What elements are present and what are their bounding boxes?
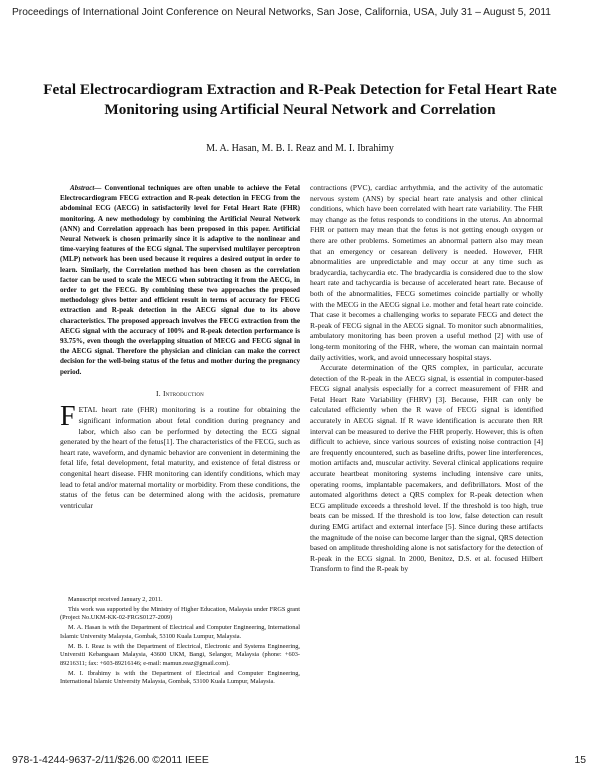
body-paragraph: contractions (PVC), cardiac arrhythmia, and the activity of the automatic nervous system (ANS) by special heart rate analysis and other clinical conditions, which have been correlated with heart rate variability. The FHR may change as the fetus responds to conditions in the uterus. An abnormal FHR or pattern may mean that the fetus is not getting enough oxygen or there are other problems. Sometimes an abnormal pattern also may mean that an emergency or cesarean delivery is needed. However, FHR abnormalities are unpredictable and may occur at any time such as bradycardia, tachycardia etc. The bradycardia is considered due to the slow heart rate and tachycardia is because of accelerated heart rate. Because of both of the abnormalities, FECG sometimes coincide partially or wholly with the MECG in the AECG signal i.e. mother and fetal heart rate coincide. That case it becomes a challenging works to separate FECG and detect the R-peak of FECG signal in the AECG signal. To monitor such abnormalities, ambulatory monitoring has been proven a useful method [2] with use of long-term monitoring of the FHR, where, the woman can maintain normal daily activities, work, and avoid unnecessary hospital stays. [310,183,543,362]
paper-title: Fetal Electrocardiogram Extraction and R-Peak Detection for Fetal Heart Rate Monitoring using Artificial Neural Network and Correlation [43,81,557,118]
footnote: M. I. Ibrahimy is with the Department of Electrical and Computer Engineering, International Islamic University Malaysia, Gombak, 53100 Kuala Lumpur, Malaysia. [60,669,300,686]
body-paragraph: Accurate determination of the QRS complex, in particular, accurate detection of the R-peak in the AECG signal, is essential in computer-based FECG signal analysis especially for a correct measurement of FHR and Fetal Heart Rate Variability (FHRV) [3]. Because, FHR can only be calculated efficiently when the R wave of FECG signal is identified accurately in AECG signal. If R wave identification is accurate then RR interval can be measured to derive the FHR properly. However, this is often difficult to achieve, since various sources of existing noise contraction [4] are frequently encountered, such as baseline drifts, power line interferences, motion artifacts and, muscular activity. Several clinical applications require accurate heartbeat monitoring systems including intensive care units, operating rooms, implantable pacemakers, and defibrillators. Most of the automated algorithms detect a QRS complex for R-peak detection when ECG amplitude exceeds a threshold level. If the threshold is too high, true beats can be missed. If the threshold is too low, false detection can result during EMG artifact and external interface [5]. Since during these artifacts the magnitude of the noise can become larger than the signal, QRS detection based on amplitude thresholding alone is not satisfactory for the detection of R-peak in the ECG signal. In 2000, Benitez, D.S. et al. focused Hilbert Transform to find the R-peak by [310,363,543,574]
right-column [310,183,543,575]
footnote: This work was supported by the Ministry of Higher Education, Malaysia under FRGS grant (Project No.UKM-KK-02-FRGS0127-2009) [60,605,300,622]
section-number: I. [156,388,161,398]
page-number: 15 [574,755,586,766]
abstract-lead: Abstract [70,184,95,192]
author-list: M. A. Hasan, M. B. I. Reaz and M. I. Ibrahimy [206,143,394,154]
footnote: Manuscript received January 2, 2011. [68,596,163,603]
intro-paragraph [60,401,300,511]
copyright-footer: 978-1-4244-9637-2/11/$26.00 ©2011 IEEE [12,755,209,766]
footnote: M. B. I. Reaz is with the Department of Electrical, Electronic and Systems Engineering, Universiti Kebangsaan Malaysia, 43600 UKM, Bangi, Selangor, Malaysia (phone: +603-89216311; fax: +603-89216146; e-mail: mamun.reaz@gmail.com). [60,642,300,667]
running-header: Proceedings of International Joint Conference on Neural Networks, San Jose, California, USA, July 31 – August 5, 2011 [12,7,551,18]
footnote: M. A. Hasan is with the Department of Electrical and Computer Engineering, International Islamic University Malaysia, Gombak, 53100 Kuala Lumpur, Malaysia. [60,624,300,640]
left-column [60,183,300,511]
section-heading-introduction [60,389,300,400]
drop-cap: F [60,401,76,433]
footnotes [60,596,300,688]
abstract-text: — Conventional techniques are often unable to achieve the Fetal Electrocardiogram FECG extraction and R-peak detection in FECG from the abdominal ECG (AECG) in satisfactorily level for Fetal Heart Rate (FHR) monitoring. A new methodology by combining the Artificial Neural Network (ANN) and Correlation approach has been proposed in this paper. Artificial Neural Network is chosen primarily since it is adaptive to the nonlinear and time-varying features of the ECG signal. The supervised multilayer perceptron (MLP) network has been used because it requires a desired output in order to learn. Similarly, the Correlation method has been chosen as the correlation factor can be used to scale the MECG when subtracting it from the AECG, in order to get the FECG. By combining these two approaches the proposed methodology gives better and efficient result in terms of accuracy for FECG extraction and R-peak detection in the AECG signal due to its above characteristics. The proposed approach involves the FECG extraction from the AECG signal with the accuracy of 100% and R-peak detection performance is 93.75%, even though the overlapping situation of MECG and FECG signal in the AECG signal. Therefore the physician and clinician can make the correct decision for the well-being status of the fetus and mother during the pregnancy period. [60,184,300,376]
section-title: Introduction [162,388,204,398]
intro-text: ETAL heart rate (FHR) monitoring is a routine for obtaining the significant information about fetal condition during pregnancy and labor, which also can be performed by detecting the ECG signal generated by the heart of the fetus[1]. The characteristics of the FECG, such as heart rate, waveform, and dynamic behavior are convenient in determining the fetal life, fetal development, fetal maturity, and existence of fetal distress or congenital heart disease. FHR monitoring can identify conditions, which may lead to fetal and/or maternal mortality or morbidity. From these conditions, the status of the fetus can be determined along with the acidosis, premature ventricular [60,405,300,510]
abstract [60,183,300,377]
